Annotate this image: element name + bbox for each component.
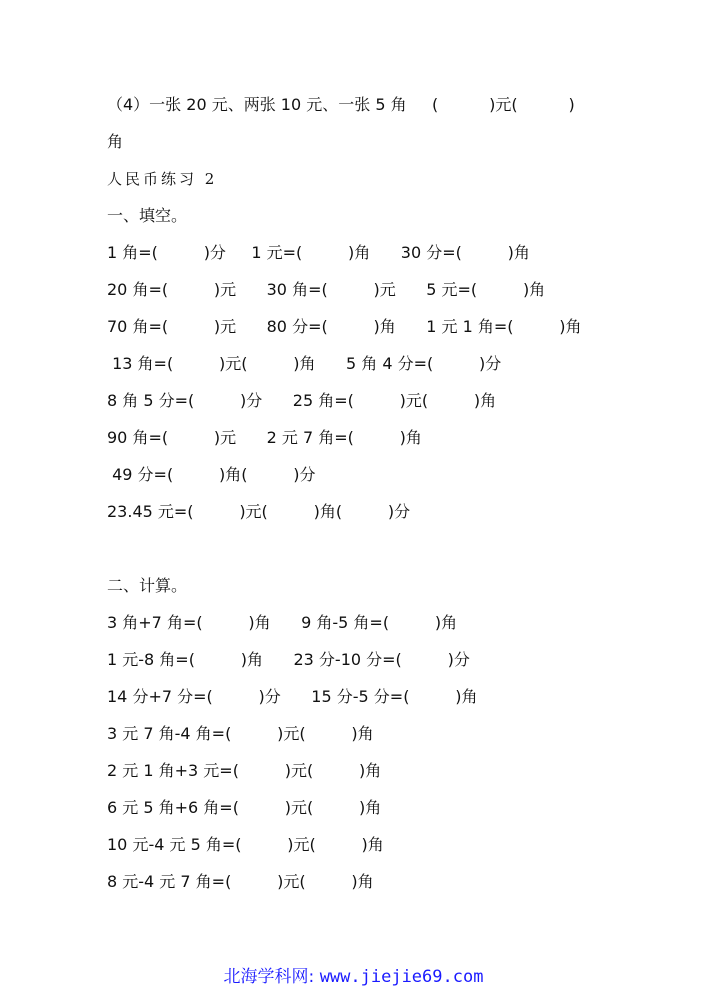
section2-heading: 二、计算。 <box>107 576 188 595</box>
fill-blank-line: 70 角=( )元 80 分=( )角 1 元 1 角=( )角 <box>107 317 582 336</box>
calculation-line: 8 元-4 元 7 角=( )元( )角 <box>107 872 374 891</box>
footer-watermark <box>0 966 707 988</box>
fill-blank-line: 90 角=( )元 2 元 7 角=( )角 <box>107 428 422 447</box>
footer-url[interactable]: www.jiejie69.com <box>319 967 484 987</box>
calculation-line: 6 元 5 角+6 角=( )元( )角 <box>107 798 382 817</box>
footer-label: 北海学科网: <box>223 967 320 987</box>
calculation-line: 10 元-4 元 5 角=( )元( )角 <box>107 835 384 854</box>
fill-blank-line: 13 角=( )元( )角 5 角 4 分=( )分 <box>107 354 502 373</box>
calculation-line: 2 元 1 角+3 元=( )元( )角 <box>107 761 382 780</box>
calculation-line: 3 角+7 角=( )角 9 角-5 角=( )角 <box>107 613 458 632</box>
calculation-line: 1 元-8 角=( )角 23 分-10 分=( )分 <box>107 650 470 669</box>
page-subtitle: 人民币练习 2 <box>107 170 218 188</box>
section1-heading: 一、填空。 <box>107 206 188 225</box>
continued-item-line2: 角 <box>107 132 124 151</box>
fill-blank-line: 20 角=( )元 30 角=( )元 5 元=( )角 <box>107 280 546 299</box>
fill-blank-line: 23.45 元=( )元( )角( )分 <box>107 502 411 521</box>
continued-item-line1: （4）一张 20 元、两张 10 元、一张 5 角 ( )元( ) <box>107 95 575 114</box>
fill-blank-line: 1 角=( )分 1 元=( )角 30 分=( )角 <box>107 243 530 262</box>
calculation-line: 3 元 7 角-4 角=( )元( )角 <box>107 724 374 743</box>
fill-blank-line: 49 分=( )角( )分 <box>107 465 316 484</box>
calculation-line: 14 分+7 分=( )分 15 分-5 分=( )角 <box>107 687 478 706</box>
fill-blank-line: 8 角 5 分=( )分 25 角=( )元( )角 <box>107 391 497 410</box>
